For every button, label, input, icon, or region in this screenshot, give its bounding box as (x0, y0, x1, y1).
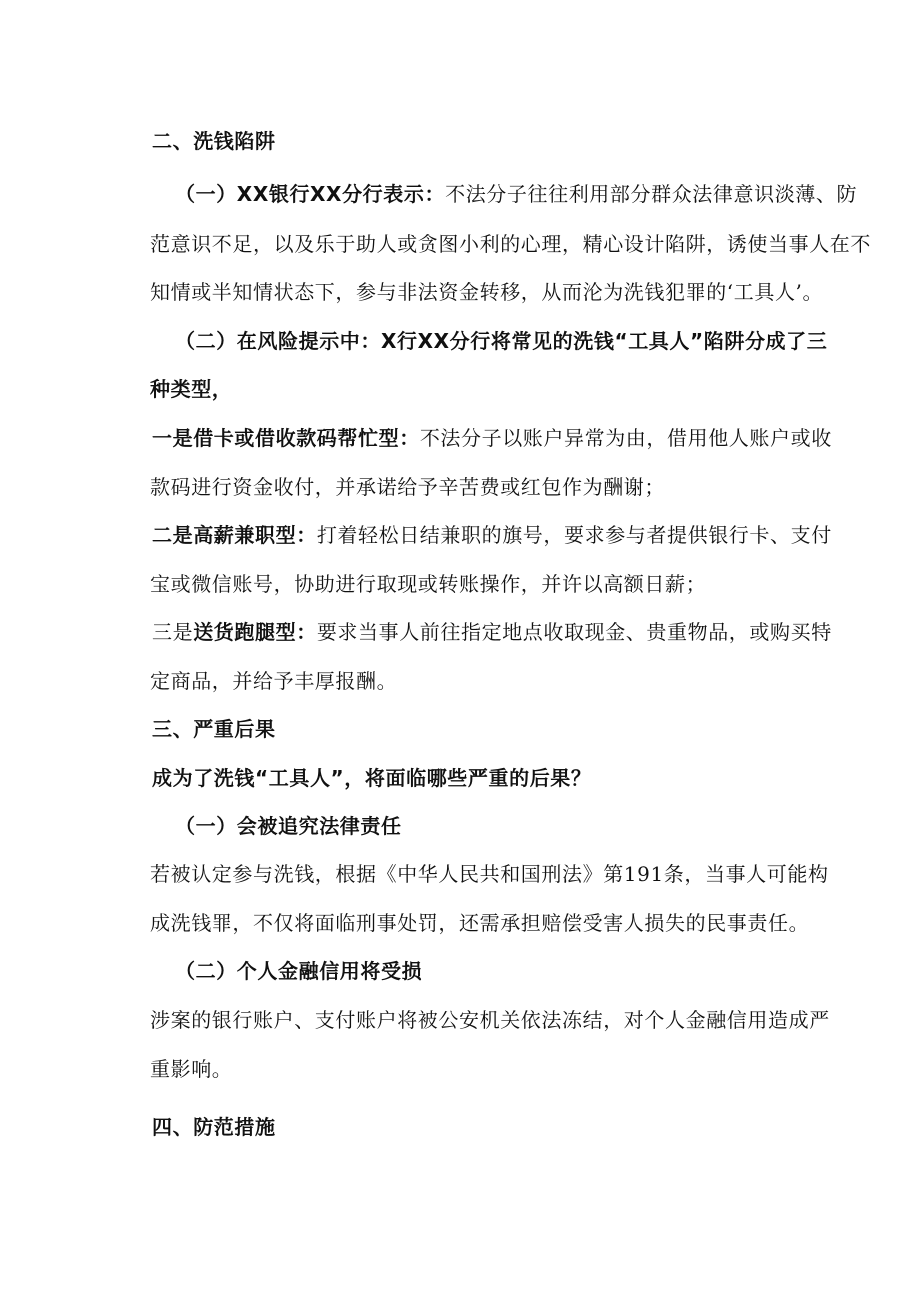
section-heading-prevention: 四、防范措施 (152, 1115, 276, 1139)
type-delivery-line-2: 定商品，并给予丰厚报酬。 (150, 669, 398, 693)
type-high-pay-lead: 二是高薪兼职型： (152, 523, 317, 547)
legal-liability-line-2: 成洗钱罪，不仅将面临刑事处罚，还需承担赔偿受害人损失的民事责任。 (150, 911, 810, 935)
subheading-legal-liability: （一）会被追究法律责任 (175, 814, 402, 838)
section-heading-consequences: 三、严重后果 (152, 717, 276, 741)
credit-damage-line-2: 重影响。 (150, 1057, 233, 1081)
type-high-pay-line-1 (152, 522, 832, 548)
paragraph-bank-statement-line-2: 范意识不足，以及乐于助人或贪图小利的心理，精心设计陷阱，诱使当事人在不 (150, 232, 871, 256)
credit-damage-line-1: 涉案的银行账户、支付账户将被公安机关依法冻结，对个人金融信用造成严 (150, 1008, 830, 1032)
type-card-lending-line-1 (152, 425, 832, 451)
paragraph-risk-types-line-2: 种类型， (150, 377, 233, 401)
consequences-question: 成为了洗钱“工具人”，将面临哪些严重的后果？ (152, 766, 592, 790)
type-delivery-line-1 (152, 619, 832, 645)
bank-statement-lead: （一）XX银行XX分行表示： (175, 182, 446, 206)
paragraph-bank-statement-line-1 (175, 181, 857, 207)
type-delivery-text: 要求当事人前往指定地点收取现金、贵重物品，或购买特 (316, 620, 832, 644)
paragraph-bank-statement-line-3: 知情或半知情状态下，参与非法资金转移，从而沦为洗钱犯罪的‘工具人’。 (150, 280, 824, 304)
type-high-pay-line-2: 宝或微信账号，协助进行取现或转账操作，并许以高额日薪； (150, 572, 707, 596)
type-delivery-lead: 送货跑腿型： (193, 620, 317, 644)
section-heading-traps: 二、洗钱陷阱 (152, 129, 276, 153)
paragraph-risk-types-line-1: （二）在风险提示中：X行XX分行将常见的洗钱“工具人”陷阱分成了三 (175, 329, 828, 353)
type-high-pay-text: 打着轻松日结兼职的旗号，要求参与者提供银行卡、支付 (316, 523, 832, 547)
type-card-lending-text: 不法分子以账户异常为由，借用他人账户或收 (419, 426, 832, 450)
legal-liability-line-1: 若被认定参与洗钱，根据《中华人民共和国刑法》第191条，当事人可能构 (150, 862, 829, 886)
bank-statement-text: 不法分子往往利用部分群众法律意识淡薄、防 (445, 182, 858, 206)
subheading-credit-damage: （二）个人金融信用将受损 (175, 959, 423, 983)
type-card-lending-line-2: 款码进行资金收付，并承诺给予辛苦费或红包作为酬谢； (150, 475, 665, 499)
type-delivery-prefix: 三是 (152, 620, 194, 644)
type-card-lending-lead: 一是借卡或借收款码帮忙型： (152, 426, 420, 450)
